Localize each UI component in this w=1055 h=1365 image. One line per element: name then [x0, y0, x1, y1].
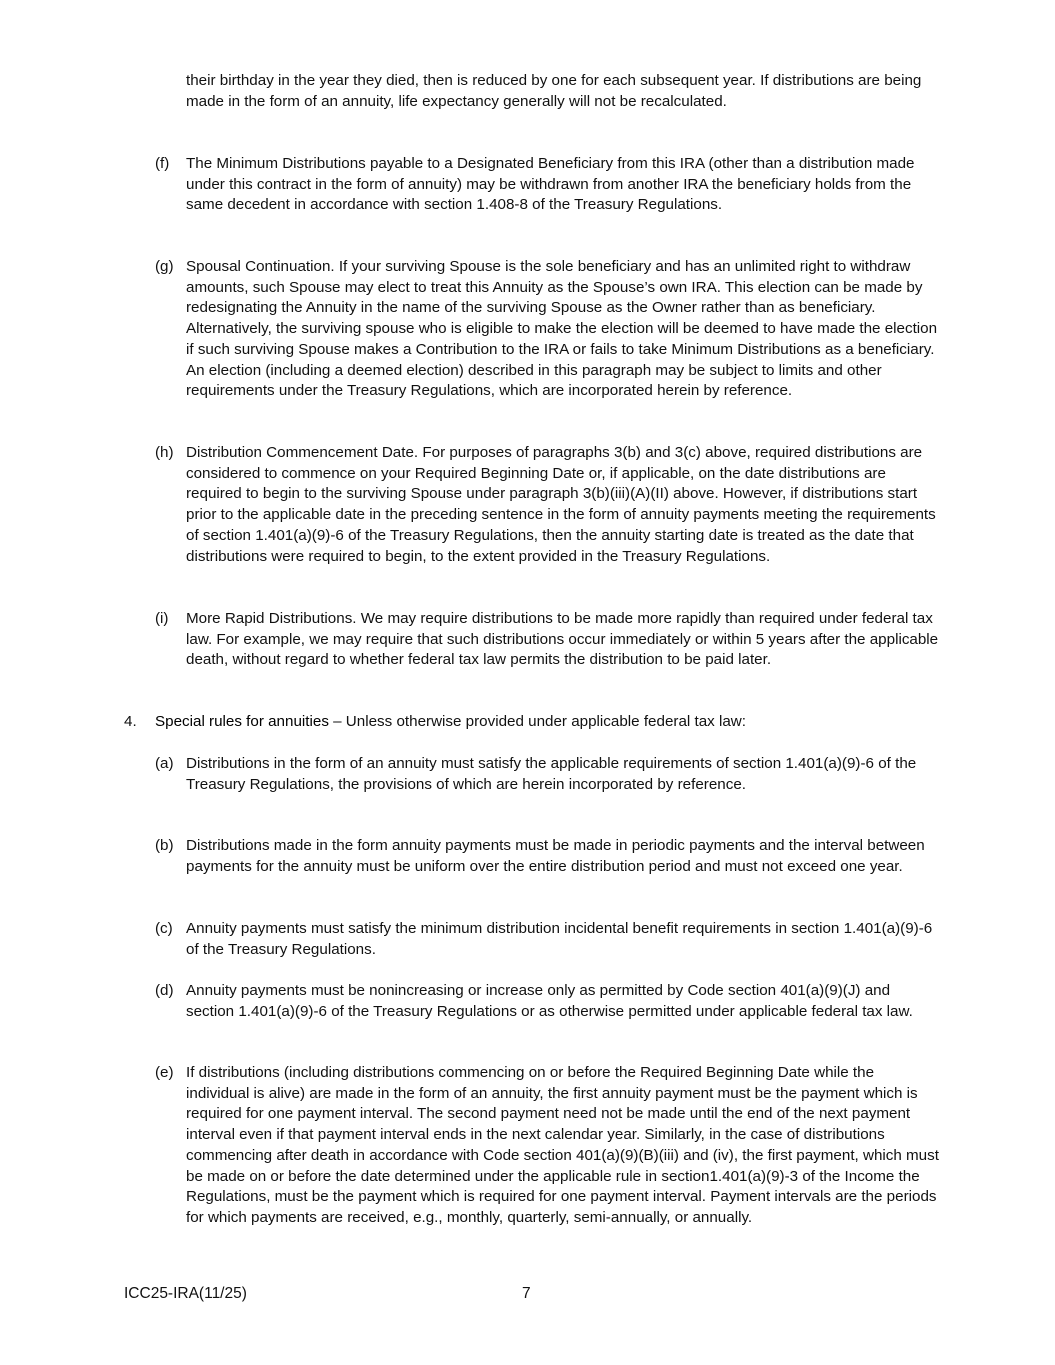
item-text: The Minimum Distributions payable to a Designated Beneficiary from this IRA (other than a distribution made under this contract in the form of annuity) may be withdrawn from another IRA the beneficiary holds from the same decedent in accordance with section 1.408-8 of the Treasury Regulations.: [186, 155, 915, 214]
item-label: (b): [155, 837, 174, 854]
item-text: Annuity payments must be nonincreasing or increase only as permitted by Code section 401(a)(9)(J) and section 1.401(a)(9)-6 of the Treasury Regulations or as otherwise permitted under applicable federal tax law.: [186, 982, 913, 1020]
form-identifier: ICC25-IRA(11/25): [124, 1285, 247, 1302]
item-text: Annuity payments must satisfy the minimum distribution incidental benefit requirements in section 1.401(a)(9)-6 of the Treasury Regulations.: [186, 920, 933, 958]
item-label: (g): [155, 258, 174, 275]
list-item-4d: [155, 981, 939, 1022]
item-label: (f): [155, 155, 170, 172]
list-item-4a: [155, 754, 939, 795]
item-label: (e): [155, 1064, 174, 1081]
item-text: Distribution Commencement Date. For purposes of paragraphs 3(b) and 3(c) above, required distributions are considered to commence on your Required Beginning Date or, if applicable, on the date distributions are required to begin to the surviving Spouse under paragraph 3(b)(iii)(A)(II) above. However, if distributions start prior to the applicable date in the preceding sentence in the form of annuity payments meeting the requirements of section 1.401(a)(9)-6 of the Treasury Regulations, then the annuity starting date is treated as the date that distributions were required to begin, to the extent provided in the Treasury Regulations.: [186, 444, 936, 565]
item-label: (c): [155, 920, 173, 937]
item-label: (d): [155, 982, 174, 999]
item-label: (i): [155, 610, 169, 627]
section-4-header: [124, 712, 939, 733]
list-item-3f: [155, 154, 939, 216]
item-label: (h): [155, 444, 174, 461]
list-item-3h: [155, 443, 939, 567]
list-item-4b: [155, 836, 939, 877]
list-item-3g: [155, 257, 939, 402]
item-text: If distributions (including distributions commencing on or before the Required Beginning Date while the individual is alive) are made in the form of an annuity, the first annuity payment must be the payment which is required for one payment interval. The second payment need not be made until the end of the next payment interval even if that payment interval ends in the next calendar year. Similarly, in the case of distributions commencing after death in accordance with Code section 401(a)(9)(B)(iii) and (iv), the first payment, which must be made on or before the date determined under the applicable rule in section1.401(a)(9)-3 of the Income the Regulations, must be the payment which is required for one payment interval. Payment intervals are the periods for which payments are received, e.g., monthly, quarterly, semi-annually, or annually.: [186, 1064, 939, 1226]
item-text: Distributions in the form of an annuity must satisfy the applicable requirements of section 1.401(a)(9)-6 of the Treasury Regulations, the provisions of which are herein incorporated by reference.: [186, 755, 917, 793]
item-text: Spousal Continuation. If your surviving Spouse is the sole beneficiary and has an unlimited right to withdraw amounts, such Spouse may elect to treat this Annuity as the Spouse’s own IRA. This election can be made by redesignating the Annuity in the name of the surviving Spouse as the Owner rather than as beneficiary. Alternatively, the surviving spouse who is eligible to make the election will be deemed to have made the election if such surviving Spouse makes a Contribution to the IRA or fails to take Minimum Distributions as a beneficiary. An election (including a deemed election) described in this paragraph may be subject to limits and other requirements under the Treasury Regulations, which are incorporated herein by reference.: [186, 258, 938, 400]
list-item-4e: [155, 1063, 939, 1229]
list-item-3i: [155, 609, 939, 671]
section-intro: – Unless otherwise provided under applicable federal tax law:: [328, 713, 746, 730]
section-number: 4.: [124, 713, 137, 730]
item-label: (a): [155, 755, 174, 772]
item-text: More Rapid Distributions. We may require distributions to be made more rapidly than required under federal tax law. For example, we may require that such distributions occur immediately or within 5 years after the applicable death, without regard to whether federal tax law permits the distribution to be paid later.: [186, 610, 939, 669]
list-item-4c: [155, 919, 939, 960]
page-number: 7: [522, 1285, 531, 1302]
section-heading: Special rules for annuities: [155, 713, 329, 730]
continuation-paragraph: their birthday in the year they died, then is reduced by one for each subsequent year. If distributions are being made in the form of an annuity, life expectancy generally will not be recalculated.: [186, 72, 922, 110]
item-text: Distributions made in the form annuity payments must be made in periodic payments and the interval between payments for the annuity must be uniform over the entire distribution period and must not exceed one year.: [186, 837, 925, 875]
